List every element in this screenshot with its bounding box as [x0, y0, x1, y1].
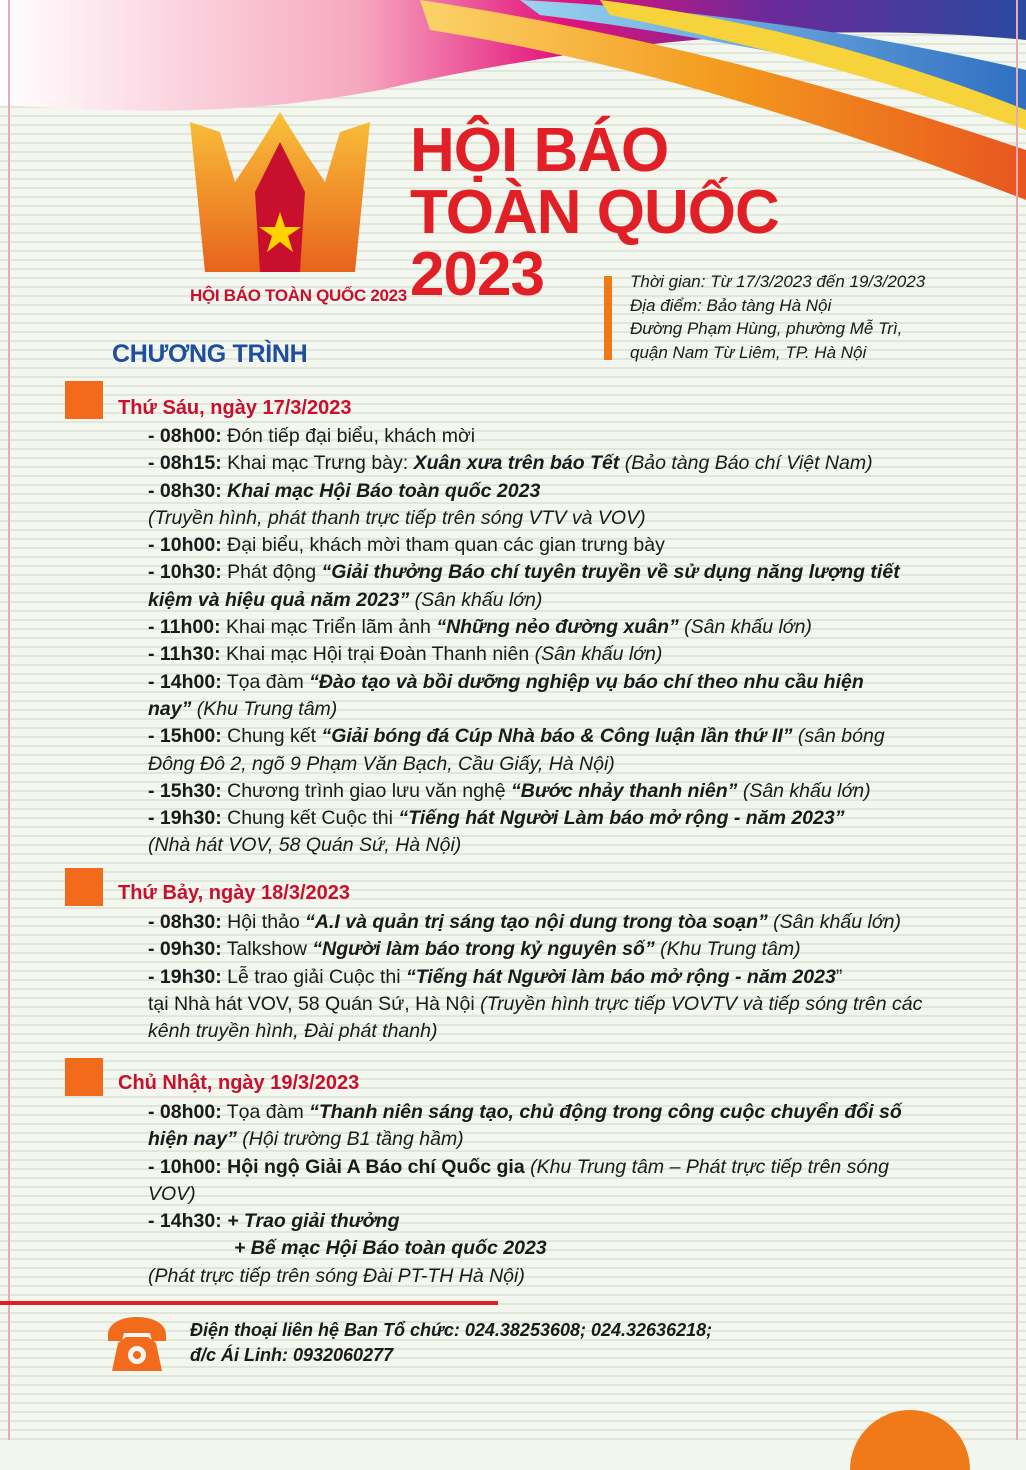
schedule-bold-italic: kiệm và hiệu quả năm 2023” — [148, 588, 410, 611]
schedule-time: - 08h15: — [148, 452, 222, 475]
schedule-note: kênh truyền hình, Đài phát thanh) — [148, 1020, 438, 1043]
left-frame-line — [8, 0, 10, 1440]
schedule-text: Khai mạc Triển lãm ảnh — [220, 616, 437, 639]
schedule-line — [148, 559, 948, 586]
schedule-time: - 08h00: — [148, 1101, 222, 1123]
schedule-text: Hội thảo — [221, 911, 306, 933]
schedule-bold-italic: hiện nay” — [148, 1128, 237, 1151]
info-accent-bar — [604, 276, 612, 360]
contact-line-2: đ/c Ái Linh: 0932060277 — [190, 1345, 394, 1365]
schedule-note: (Phát trực tiếp trên sóng Đài PT-TH Hà Nội) — [148, 1264, 525, 1287]
day-2-heading: Thứ Bảy, ngày 18/3/2023 — [118, 882, 351, 904]
schedule-line — [148, 991, 948, 1018]
schedule-text: tại Nhà hát VOV, 58 Quán Sứ, Hà Nội — [148, 992, 481, 1015]
info-place: Địa điểm: Bảo tàng Hà Nội — [630, 295, 832, 315]
schedule-time: - 14h00: — [148, 670, 222, 693]
schedule-time: - 10h00: — [148, 1155, 222, 1178]
contact-info — [190, 1318, 712, 1368]
schedule-bold-italic: Xuân xưa trên báo Tết — [413, 452, 620, 475]
schedule-note: (Nhà hát VOV, 58 Quán Sứ, Hà Nội) — [148, 834, 462, 857]
schedule-note: (Bảo tàng Báo chí Việt Nam) — [619, 452, 873, 475]
schedule-note: (Truyền hình trực tiếp VOVTV và tiếp sóng trên các — [480, 992, 923, 1015]
title-line-3: 2023 — [410, 240, 544, 309]
schedule-bold-italic: Khai mạc Hội Báo toàn quốc 2023 — [221, 479, 541, 502]
schedule-line — [148, 778, 948, 805]
schedule-note: (Sân khấu lớn) — [409, 588, 543, 611]
schedule-bold: Hội ngộ Giải A Báo chí Quốc gia — [221, 1155, 525, 1178]
schedule-bold-italic: “Người làm báo trong kỷ nguyên số” — [312, 938, 655, 961]
schedule-line — [148, 587, 948, 614]
schedule-line — [148, 1099, 948, 1126]
schedule-line — [148, 614, 948, 641]
schedule-bold-italic: “Thanh niên sáng tạo, chủ động trong công cuộc chuyển đổi số — [309, 1101, 902, 1123]
day-1-schedule — [148, 423, 948, 860]
schedule-line — [148, 450, 948, 477]
schedule-bold-italic: “Tiếng hát Người làm báo mở rộng - năm 2023 — [405, 965, 836, 988]
schedule-line — [148, 751, 948, 778]
day-3-marker — [65, 1058, 103, 1096]
schedule-note: (Khu Trung tâm – Phát trực tiếp trên sóng — [524, 1155, 889, 1178]
info-address-2: quận Nam Từ Liêm, TP. Hà Nội — [630, 342, 867, 362]
schedule-line — [148, 1235, 948, 1262]
schedule-note: (Sân khấu lớn) — [534, 643, 663, 666]
schedule-text: Đại biểu, khách mời tham quan các gian trưng bày — [221, 534, 665, 557]
schedule-line — [148, 832, 948, 859]
schedule-bold-italic: “Giải bóng đá Cúp Nhà báo & Công luận lần thứ II” — [321, 725, 793, 748]
contact-line-1: Điện thoại liên hệ Ban Tổ chức: 024.38253608; 024.32636218; — [190, 1320, 713, 1340]
schedule-time: - 08h30: — [148, 911, 222, 933]
schedule-line — [148, 1126, 948, 1153]
schedule-text: Tọa đàm — [221, 670, 310, 693]
right-frame-line — [1016, 0, 1018, 1440]
schedule-bold-italic: “Tiếng hát Người Làm báo mở rộng - năm 2023” — [398, 807, 845, 830]
schedule-line — [148, 1181, 948, 1208]
schedule-text: Lễ trao giải Cuộc thi — [221, 965, 406, 988]
schedule-bold-italic: “Đào tạo và bồi dưỡng nghiệp vụ báo chí theo nhu cầu hiện — [309, 670, 864, 693]
schedule-time: - 19h30: — [148, 807, 222, 830]
schedule-time: - 11h30: — [148, 643, 221, 666]
schedule-line — [148, 505, 948, 532]
schedule-time: - 15h30: — [148, 779, 222, 802]
program-title: CHƯƠNG TRÌNH — [112, 340, 308, 368]
footer-divider — [0, 1301, 498, 1305]
schedule-text: Khai mạc Trưng bày: — [221, 452, 414, 475]
schedule-text: Chương trình giao lưu văn nghệ — [221, 779, 512, 802]
schedule-line — [148, 723, 948, 750]
schedule-bold-italic: + Trao giải thưởng — [221, 1210, 400, 1233]
day-2-schedule — [148, 909, 948, 1045]
info-address-1: Đường Phạm Hùng, phường Mễ Trì, — [630, 319, 903, 338]
schedule-line — [148, 478, 948, 505]
title-line-1: HỘI BÁO — [410, 116, 669, 185]
schedule-text: Tọa đàm — [221, 1101, 310, 1123]
schedule-line — [148, 964, 948, 991]
schedule-text: Phát động — [221, 561, 322, 584]
logo-caption: HỘI BÁO TOÀN QUỐC 2023 — [190, 286, 407, 305]
schedule-time: - 10h00: — [148, 534, 222, 557]
schedule-note: (Sân khấu lớn) — [737, 779, 871, 802]
schedule-bold-italic: + Bế mạc Hội Báo toàn quốc 2023 — [234, 1237, 547, 1260]
schedule-bold-italic: “Những nẻo đường xuân” — [436, 616, 679, 639]
schedule-line — [148, 423, 948, 450]
schedule-time: - 08h00: — [148, 425, 222, 447]
schedule-note: VOV) — [148, 1182, 196, 1205]
schedule-note: (Khu Trung tâm) — [654, 938, 801, 961]
event-logo — [180, 112, 380, 312]
schedule-time: - 08h30: — [148, 479, 222, 502]
schedule-note: (Truyền hình, phát thanh trực tiếp trên sóng VTV và VOV) — [148, 506, 646, 529]
phone-icon — [104, 1313, 170, 1375]
schedule-time: - 10h30: — [148, 561, 222, 584]
schedule-text: Chung kết Cuộc thi — [221, 807, 399, 830]
day-3-schedule — [148, 1099, 948, 1290]
event-info — [630, 270, 925, 364]
schedule-line — [148, 641, 948, 668]
schedule-line — [148, 1263, 948, 1290]
schedule-time: - 15h00: — [148, 725, 222, 748]
schedule-text2: ” — [835, 965, 843, 988]
schedule-line — [148, 805, 948, 832]
schedule-line — [148, 532, 948, 559]
day-1-heading: Thứ Sáu, ngày 17/3/2023 — [118, 397, 352, 419]
schedule-line — [148, 1208, 948, 1235]
schedule-line — [148, 1154, 948, 1181]
schedule-time: - 11h00: — [148, 616, 221, 639]
schedule-time: - 09h30: — [148, 938, 222, 961]
day-2-marker — [65, 868, 103, 906]
schedule-bold-italic: “Bước nhảy thanh niên” — [511, 779, 738, 802]
schedule-text: Khai mạc Hội trại Đoàn Thanh niên — [220, 643, 535, 666]
schedule-bold-italic: “Giải thưởng Báo chí tuyên truyền về sử dụng năng lượng tiết — [321, 561, 900, 584]
day-3-heading: Chủ Nhật, ngày 19/3/2023 — [118, 1072, 360, 1094]
schedule-note: (Hội trường B1 tầng hầm) — [236, 1128, 464, 1151]
schedule-time: - 14h30: — [148, 1210, 222, 1233]
day-1-marker — [65, 381, 103, 419]
schedule-note: (sân bóng — [792, 725, 885, 748]
schedule-note: Đông Đô 2, ngõ 9 Phạm Văn Bạch, Cầu Giấy, Hà Nội) — [148, 752, 615, 775]
schedule-line — [148, 696, 948, 723]
schedule-line — [148, 936, 948, 963]
schedule-text: Chung kết — [221, 725, 322, 748]
schedule-time: - 19h30: — [148, 965, 222, 988]
schedule-note: (Sân khấu lớn) — [767, 911, 901, 933]
title-line-2: TOÀN QUỐC — [410, 178, 779, 247]
schedule-text: Đón tiếp đại biểu, khách mời — [221, 425, 476, 447]
schedule-line — [148, 669, 948, 696]
schedule-text: Talkshow — [221, 938, 313, 961]
info-time: Thời gian: Từ 17/3/2023 đến 19/3/2023 — [630, 272, 926, 291]
schedule-line — [148, 1018, 948, 1045]
schedule-line — [148, 909, 948, 936]
schedule-bold-italic: nay” — [148, 697, 192, 720]
schedule-note: (Khu Trung tâm) — [191, 697, 338, 720]
schedule-note: (Sân khấu lớn) — [678, 616, 812, 639]
schedule-bold-italic: “A.I và quản trị sáng tạo nội dung trong tòa soạn” — [305, 911, 768, 933]
